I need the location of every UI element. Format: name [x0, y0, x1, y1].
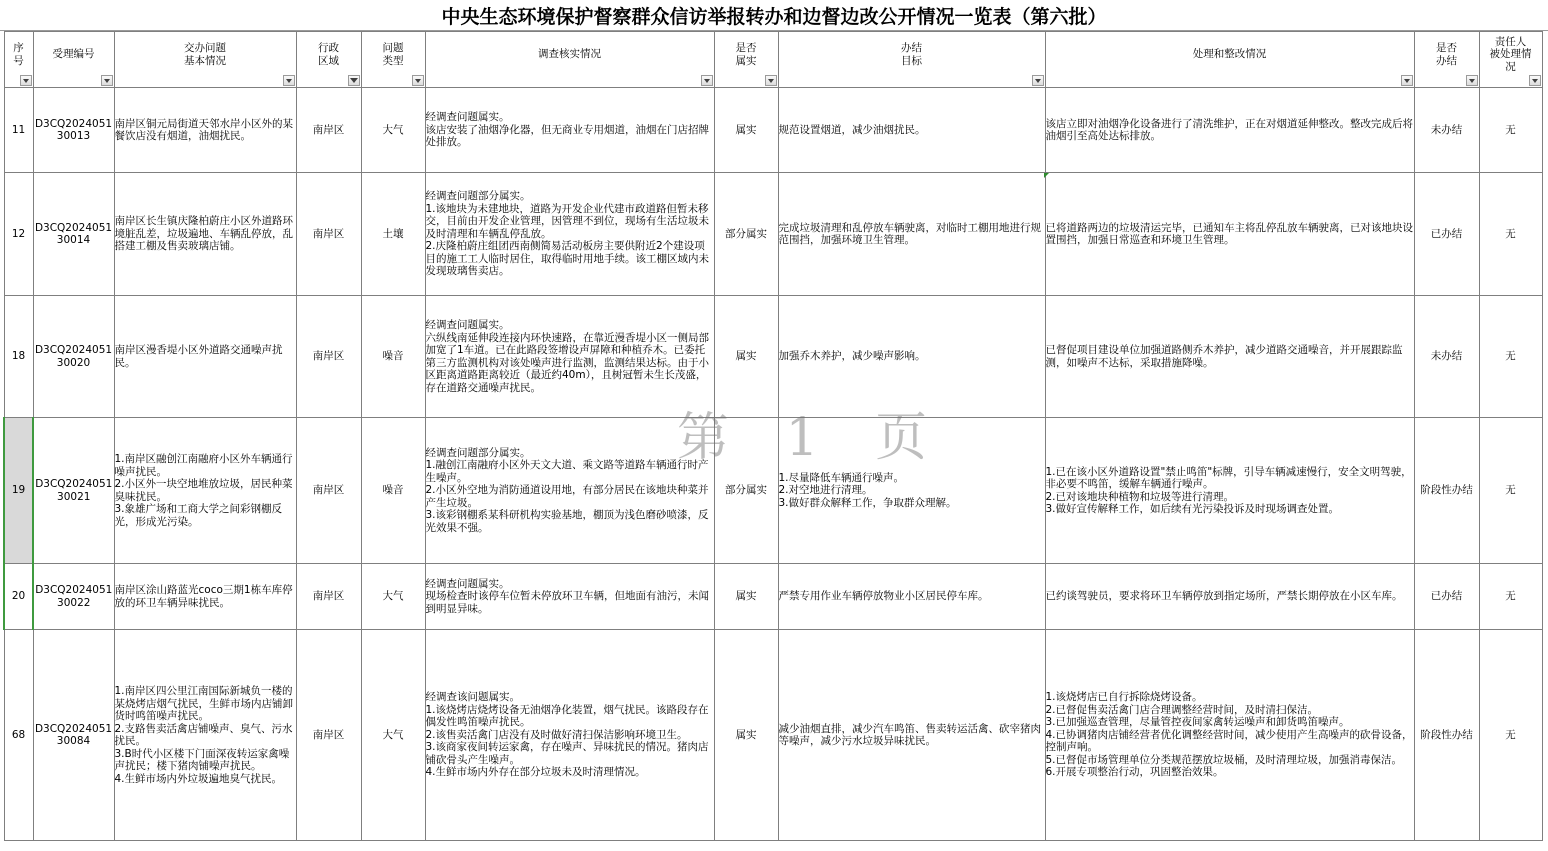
- filter-active-icon[interactable]: [348, 75, 360, 86]
- table-row: [4, 173, 1542, 296]
- cell-type[interactable]: 大气: [361, 88, 425, 173]
- column-header-accountable[interactable]: [1479, 32, 1542, 88]
- column-header-verified[interactable]: [714, 32, 778, 88]
- cell-district[interactable]: 南岸区: [296, 630, 361, 841]
- column-header-investigation[interactable]: [425, 32, 714, 88]
- column-header-label: 是否 属实: [735, 42, 757, 67]
- cell-issue[interactable]: 南岸区铜元局街道天邻水岸小区外的某餐饮店没有烟道，油烟扰民。: [114, 88, 296, 173]
- cell-id[interactable]: D3CQ202405130014: [33, 173, 114, 296]
- cell-seq[interactable]: 19: [4, 418, 33, 564]
- cell-verified[interactable]: 属实: [714, 296, 778, 418]
- filter-dropdown-icon[interactable]: [283, 75, 295, 86]
- cell-accountable[interactable]: 无: [1479, 173, 1542, 296]
- cell-accountable[interactable]: 无: [1479, 88, 1542, 173]
- filter-dropdown-icon[interactable]: [1401, 75, 1413, 86]
- cell-handling[interactable]: 已督促项目建设单位加强道路侧乔木养护，减少道路交通噪音，并开展跟踪监测，如噪声不达标，采取措施降噪。: [1045, 296, 1414, 418]
- cell-issue[interactable]: 1.南岸区四公里江南国际新城负一楼的某烧烤店烟气扰民，生鲜市场内店铺卸货时鸣笛噪声扰民。 2.支路售卖活禽店铺噪声、臭气、污水扰民。 3.B时代小区楼下门面深夜转运家禽噪声扰民；楼下猪肉铺噪声扰民。 4.生鲜市场内外垃圾遍地臭气扰民。: [114, 630, 296, 841]
- cell-verified[interactable]: 属实: [714, 564, 778, 630]
- header-row: [4, 32, 1542, 88]
- cell-investigation[interactable]: 经调查问题属实。 该店安装了油烟净化器，但无商业专用烟道，油烟在门店招牌处排放。: [425, 88, 714, 173]
- cell-accountable[interactable]: 无: [1479, 630, 1542, 841]
- cell-verified[interactable]: 属实: [714, 630, 778, 841]
- table-row: [4, 296, 1542, 418]
- cell-district[interactable]: 南岸区: [296, 88, 361, 173]
- cell-id[interactable]: D3CQ202405130013: [33, 88, 114, 173]
- cell-district[interactable]: 南岸区: [296, 296, 361, 418]
- column-header-label: 问题 类型: [382, 42, 404, 67]
- filter-dropdown-icon[interactable]: [765, 75, 777, 86]
- cell-type[interactable]: 大气: [361, 564, 425, 630]
- cell-handling[interactable]: 已将道路两边的垃圾清运完毕，已通知车主将乱停乱放车辆驶离，已对该地块设置围挡，加强日常巡查和环境卫生管理。: [1045, 173, 1414, 296]
- cell-accountable[interactable]: 无: [1479, 296, 1542, 418]
- cell-handling[interactable]: 该店立即对油烟净化设备进行了清洗维护，正在对烟道延伸整改。整改完成后将油烟引至高处达标排放。: [1045, 88, 1414, 173]
- column-header-label: 序 号: [13, 42, 24, 67]
- sheet-title: 中央生态环境保护督察群众信访举报转办和边督边改公开情况一览表（第六批）: [0, 0, 1548, 31]
- table-row: [4, 564, 1542, 630]
- cell-goal[interactable]: 完成垃圾清理和乱停放车辆驶离，对临时工棚用地进行规范围挡，加强环境卫生管理。: [778, 173, 1045, 296]
- cell-seq[interactable]: 11: [4, 88, 33, 173]
- cell-accountable[interactable]: 无: [1479, 564, 1542, 630]
- filter-dropdown-icon[interactable]: [412, 75, 424, 86]
- cell-done[interactable]: 已办结: [1414, 564, 1479, 630]
- cell-verified[interactable]: 属实: [714, 88, 778, 173]
- column-header-handling[interactable]: [1045, 32, 1414, 88]
- cell-id[interactable]: D3CQ202405130022: [33, 564, 114, 630]
- cell-issue[interactable]: 南岸区长生镇庆隆柏蔚庄小区外道路环境脏乱差，垃圾遍地、车辆乱停放，乱搭建工棚及售卖玻璃店铺。: [114, 173, 296, 296]
- filter-dropdown-icon[interactable]: [20, 75, 32, 86]
- cell-id[interactable]: D3CQ202405130021: [33, 418, 114, 564]
- cell-id[interactable]: D3CQ202405130020: [33, 296, 114, 418]
- page-watermark: 第 1 页: [677, 408, 948, 468]
- filter-dropdown-icon[interactable]: [1529, 75, 1541, 86]
- cell-comment-marker: [1044, 173, 1049, 178]
- cell-goal[interactable]: 加强乔木养护，减少噪声影响。: [778, 296, 1045, 418]
- cell-handling[interactable]: 1.已在该小区外道路设置"禁止鸣笛"标牌，引导车辆减速慢行，安全文明驾驶，非必要不鸣笛，缓解车辆通行噪声。 2.已对该地块种植物和垃圾等进行清理。 3.做好宣传解释工作，如后续有光污染投诉及时现场调查处置。: [1045, 418, 1414, 564]
- table-body: [4, 88, 1542, 841]
- filter-dropdown-icon[interactable]: [701, 75, 713, 86]
- cell-goal[interactable]: 规范设置烟道，减少油烟扰民。: [778, 88, 1045, 173]
- column-header-done[interactable]: [1414, 32, 1479, 88]
- cell-id[interactable]: D3CQ202405130084: [33, 630, 114, 841]
- cell-district[interactable]: 南岸区: [296, 173, 361, 296]
- filter-dropdown-icon[interactable]: [1032, 75, 1044, 86]
- column-header-label: 行政 区域: [318, 42, 339, 67]
- column-header-label: 办结 目标: [901, 42, 922, 67]
- cell-seq[interactable]: 18: [4, 296, 33, 418]
- cell-investigation[interactable]: 经调查问题部分属实。 1.融创江南融府小区外天文大道、乘文路等道路车辆通行时产生噪声。 2.小区外空地为消防通道设用地，有部分居民在该地块种菜并产生垃圾。 3.该彩钢棚系某科研机构实验基地，棚顶为浅色磨砂喷漆，反光效果不强。: [425, 418, 714, 564]
- column-header-label: 受理编号: [52, 48, 95, 61]
- cell-issue[interactable]: 南岸区涂山路蓝光coco三期1栋车库停放的环卫车辆异味扰民。: [114, 564, 296, 630]
- cell-verified[interactable]: 部分属实: [714, 418, 778, 564]
- table-row: [4, 418, 1542, 564]
- cell-goal[interactable]: 减少油烟直排，减少汽车鸣笛、售卖转运活禽、砍宰猪肉等噪声，减少污水垃圾异味扰民。: [778, 630, 1045, 841]
- column-header-label: 处理和整改情况: [1192, 48, 1267, 61]
- column-header-id[interactable]: [33, 32, 114, 88]
- cell-done[interactable]: 未办结: [1414, 88, 1479, 173]
- cell-seq[interactable]: 20: [4, 564, 33, 630]
- cell-type[interactable]: 噪音: [361, 296, 425, 418]
- cell-investigation[interactable]: 经调查问题属实。 六纵线南延伸段连接内环快速路，在靠近漫香堤小区一侧局部加宽了1车道。已在此路段签增设声屏障和种植乔木。已委托第三方监测机构对该处噪声进行监测，监测结果达标。由于小区距离道路距离较近（最近约40m），且树冠暂未生长茂盛，存在道路交通噪声扰民。: [425, 296, 714, 418]
- cell-investigation[interactable]: 经调查问题属实。 现场检查时该停车位暂未停放环卫车辆，但地面有油污，未闻到明显异味。: [425, 564, 714, 630]
- cell-goal[interactable]: 1.尽量降低车辆通行噪声。 2.对空地进行清理。 3.做好群众解释工作，争取群众理解。: [778, 418, 1045, 564]
- table-row: [4, 88, 1542, 173]
- cell-type[interactable]: 土壤: [361, 173, 425, 296]
- filter-dropdown-icon[interactable]: [1466, 75, 1478, 86]
- cell-seq[interactable]: 12: [4, 173, 33, 296]
- cell-done[interactable]: 阶段性办结: [1414, 630, 1479, 841]
- cell-done[interactable]: 阶段性办结: [1414, 418, 1479, 564]
- cell-type[interactable]: 大气: [361, 630, 425, 841]
- table-row: [4, 630, 1542, 841]
- filter-dropdown-icon[interactable]: [101, 75, 113, 86]
- column-header-label: 交办问题 基本情况: [184, 42, 226, 67]
- cell-district[interactable]: 南岸区: [296, 418, 361, 564]
- column-header-label: 责任人 被处理情 况: [1489, 35, 1532, 73]
- cell-handling[interactable]: 已约谈驾驶员，要求将环卫车辆停放到指定场所，严禁长期停放在小区车库。: [1045, 564, 1414, 630]
- column-header-issue[interactable]: [114, 32, 296, 88]
- cell-issue[interactable]: 南岸区漫香堤小区外道路交通噪声扰民。: [114, 296, 296, 418]
- cell-goal[interactable]: 严禁专用作业车辆停放物业小区居民停车库。: [778, 564, 1045, 630]
- cell-seq[interactable]: 68: [4, 630, 33, 841]
- column-header-label: 是否 办结: [1436, 42, 1457, 67]
- cell-type[interactable]: 噪音: [361, 418, 425, 564]
- column-header-goal[interactable]: [778, 32, 1045, 88]
- data-table: [3, 31, 1543, 841]
- cell-investigation[interactable]: 经调查该问题属实。 1.该烧烤店烧烤设备无油烟净化装置，烟气扰民。该路段存在偶发性鸣笛噪声扰民。 2.该售卖活禽门店没有及时做好清扫保洁影响环境卫生。 3.该商家夜间转运家禽，存在噪声、异味扰民的情况。猪肉店铺砍骨头产生噪声。 4.生鲜市场内外存在部分垃圾未及时清理情况。: [425, 630, 714, 841]
- cell-done[interactable]: 未办结: [1414, 296, 1479, 418]
- cell-issue[interactable]: 1.南岸区融创江南融府小区外车辆通行噪声扰民。 2.小区外一块空地堆放垃圾，居民种菜臭味扰民。 3.象雄广场和工商大学之间彩钢棚反光，形成光污染。: [114, 418, 296, 564]
- column-header-district[interactable]: [296, 32, 361, 88]
- cell-handling[interactable]: 1.该烧烤店已自行拆除烧烤设备。 2.已督促售卖活禽门店合理调整经营时间，及时清扫保洁。 3.已加强巡查管理，尽量管控夜间家禽转运噪声和卸货鸣笛噪声。 4.已协调猪肉店铺经营者优化调整经营时间，减少使用产生高噪声的砍骨设备，控制声响。 5.已督促市场管理单位分类规范摆放垃圾桶，及时清理垃圾，加强消毒保洁。 6.开展专项整治行动，巩固整治效果。: [1045, 630, 1414, 841]
- cell-district[interactable]: 南岸区: [296, 564, 361, 630]
- cell-accountable[interactable]: 无: [1479, 418, 1542, 564]
- column-header-type[interactable]: [361, 32, 425, 88]
- cell-investigation[interactable]: 经调查问题部分属实。 1.该地块为未建地块，道路为开发企业代建市政道路但暂未移交，目前由开发企业管理，因管理不到位，现场有生活垃圾未及时清理和车辆乱停乱放。 2.庆隆柏蔚庄组团西南侧简易活动板房主要供附近2个建设项目的施工工人临时居住，取得临时用地手续。该工棚区域内未发现玻璃售卖店。: [425, 173, 714, 296]
- column-header-seq[interactable]: [4, 32, 33, 88]
- cell-verified[interactable]: 部分属实: [714, 173, 778, 296]
- cell-done[interactable]: 已办结: [1414, 173, 1479, 296]
- column-header-label: 调查核实情况: [538, 48, 601, 61]
